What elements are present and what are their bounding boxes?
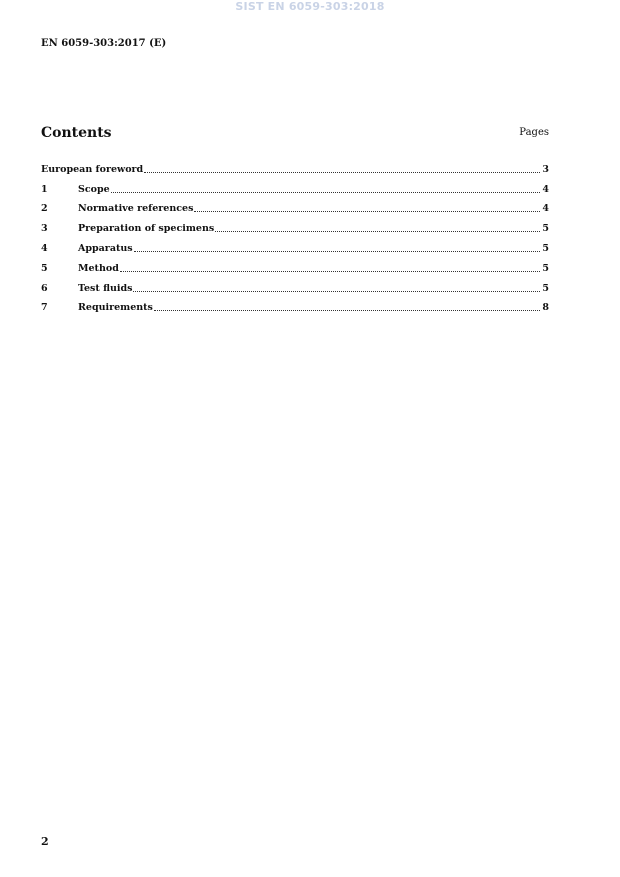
- toc-dot-leader: [144, 171, 540, 173]
- toc-dot-leader: [194, 210, 540, 212]
- toc-entry-number: 3: [41, 223, 48, 235]
- toc-entry-scope[interactable]: [41, 176, 549, 196]
- toc-entry-number: 1: [41, 183, 48, 195]
- toc-entry-number: 7: [41, 302, 48, 314]
- toc-entry-page: 5: [542, 262, 549, 274]
- toc-entry-method[interactable]: [41, 255, 549, 275]
- table-of-contents: [41, 156, 549, 314]
- toc-entry-text: Test fluids: [78, 282, 133, 294]
- toc-dot-leader: [134, 250, 541, 252]
- toc-entry-text: European foreword: [41, 163, 144, 175]
- toc-entry-number: 5: [41, 262, 48, 274]
- toc-dot-leader: [133, 290, 540, 292]
- toc-entry-text: Normative references: [78, 203, 194, 215]
- contents-header: [41, 124, 549, 142]
- toc-entry-page: 5: [542, 282, 549, 294]
- toc-entry-number: 4: [41, 242, 48, 254]
- toc-entry-requirements[interactable]: [41, 295, 549, 315]
- toc-entry-text: Method: [78, 262, 119, 274]
- toc-dot-leader: [120, 270, 541, 272]
- contents-title: Contents: [41, 125, 112, 141]
- toc-dot-leader: [154, 309, 540, 311]
- watermark-text: SIST EN 6059-303:2018: [235, 0, 385, 13]
- toc-entry-text: Scope: [78, 183, 110, 195]
- toc-entry-page: 4: [542, 183, 549, 195]
- toc-entry-text: Preparation of specimens: [78, 223, 215, 235]
- toc-entry-foreword[interactable]: [41, 156, 549, 176]
- toc-dot-leader: [111, 191, 541, 193]
- toc-entry-page: 5: [542, 242, 549, 254]
- toc-entry-page: 5: [542, 223, 549, 235]
- page-number: 2: [41, 835, 49, 848]
- toc-dot-leader: [215, 230, 540, 232]
- pages-label: Pages: [519, 127, 549, 138]
- toc-entry-test-fluids[interactable]: [41, 275, 549, 295]
- toc-entry-apparatus[interactable]: [41, 235, 549, 255]
- toc-entry-page: 4: [542, 203, 549, 215]
- toc-entry-number: 6: [41, 282, 48, 294]
- toc-entry-page: 3: [542, 163, 549, 175]
- toc-entry-page: 8: [542, 302, 549, 314]
- toc-entry-normative-references[interactable]: [41, 196, 549, 216]
- document-id: EN 6059-303:2017 (E): [41, 38, 167, 49]
- toc-entry-text: Requirements: [78, 302, 153, 314]
- toc-entry-number: 2: [41, 203, 48, 215]
- toc-entry-text: Apparatus: [78, 242, 133, 254]
- toc-entry-preparation-of-specimens[interactable]: [41, 215, 549, 235]
